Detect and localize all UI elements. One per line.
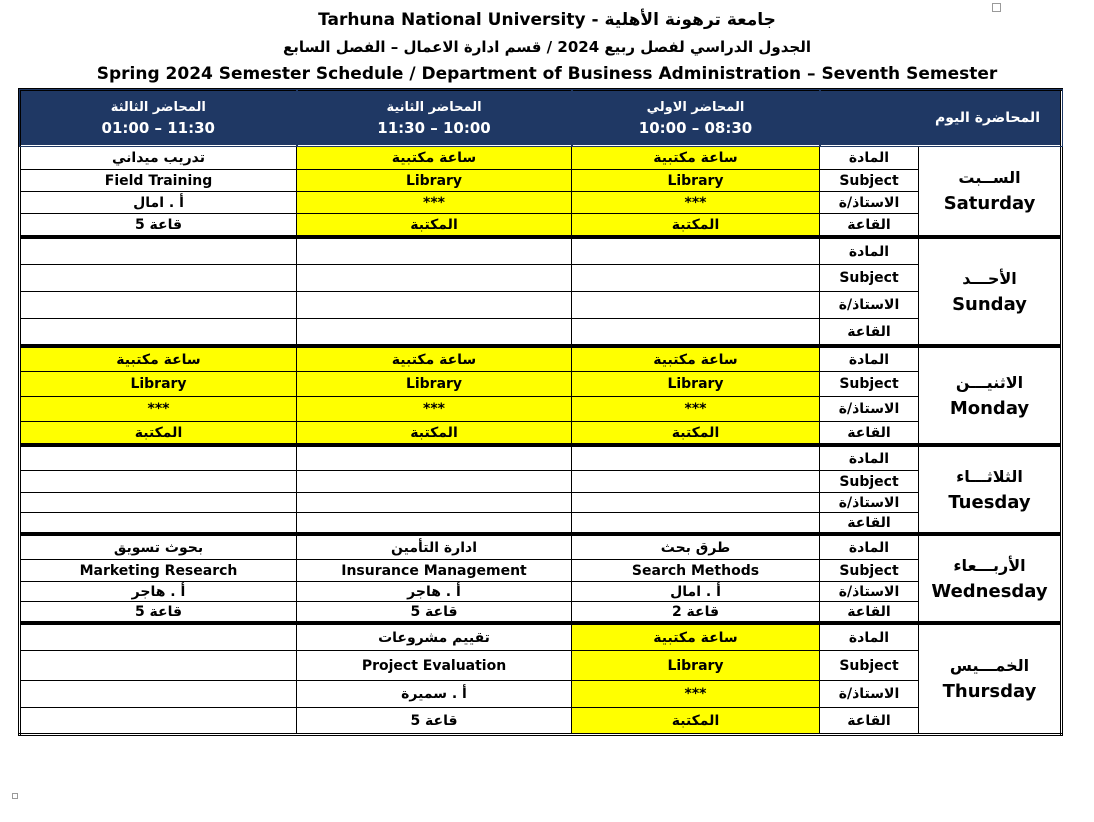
table-row <box>20 582 1062 602</box>
lecture-cell <box>20 319 297 345</box>
row-label: القاعة <box>820 214 919 236</box>
lecture-cell <box>297 292 572 319</box>
day-cell <box>919 146 1062 236</box>
day-name-arabic: الثلاثـــاء <box>956 466 1023 486</box>
lecture-cell: *** <box>572 397 820 422</box>
table-row <box>20 348 1062 372</box>
table-row <box>20 447 1062 471</box>
table-row <box>20 536 1062 560</box>
lecture-cell: Marketing Research <box>20 560 297 582</box>
row-label: الاستاذ/ة <box>820 493 919 513</box>
lecture-cell: Library <box>572 651 820 681</box>
lecture-cell: قاعة 2 <box>572 602 820 622</box>
lecture-cell: ساعة مكتبية <box>297 146 572 170</box>
table-row <box>20 681 1062 708</box>
table-row <box>20 372 1062 397</box>
lecture-cell <box>572 447 820 471</box>
lecture-cell: Field Training <box>20 170 297 192</box>
day-cell <box>919 447 1062 533</box>
lecture-cell: *** <box>297 397 572 422</box>
university-title: Tarhuna National University - جامعة ترهونة الأهلية <box>318 10 776 30</box>
lecture-cell: Library <box>297 170 572 192</box>
lecture-cell: Library <box>297 372 572 397</box>
table-row <box>20 170 1062 192</box>
lecture-cell: قاعة 5 <box>297 602 572 622</box>
column-title: المحاضر الاولي <box>646 99 745 115</box>
day-name-english: Tuesday <box>948 491 1031 513</box>
lecture-cell: طرق بحث <box>572 536 820 560</box>
row-label: المادة <box>820 146 919 170</box>
table-row <box>20 397 1062 422</box>
lecture-cell <box>20 625 297 651</box>
schedule-body <box>20 146 1062 735</box>
table-row <box>20 292 1062 319</box>
lecture-cell: Library <box>20 372 297 397</box>
row-label: Subject <box>820 372 919 397</box>
lecture-cell: *** <box>572 192 820 214</box>
row-label: القاعة <box>820 708 919 735</box>
day-cell <box>919 536 1062 622</box>
day-cell <box>919 348 1062 444</box>
row-label: Subject <box>820 265 919 292</box>
row-label: القاعة <box>820 513 919 533</box>
row-label: القاعة <box>820 422 919 444</box>
lecture-cell: المكتبة <box>20 422 297 444</box>
row-label: الاستاذ/ة <box>820 192 919 214</box>
day-name-arabic: الاثنيـــن <box>955 372 1024 392</box>
corner-handle <box>992 3 1001 12</box>
row-label: Subject <box>820 651 919 681</box>
lecture-cell <box>572 471 820 493</box>
lecture-cell <box>297 471 572 493</box>
day-name-english: Sunday <box>952 293 1027 315</box>
row-label: المادة <box>820 536 919 560</box>
row-label: المادة <box>820 348 919 372</box>
lecture-cell: ساعة مكتبية <box>572 625 820 651</box>
row-label: الاستاذ/ة <box>820 292 919 319</box>
lecture-cell: المكتبة <box>297 214 572 236</box>
lecture-cell <box>20 292 297 319</box>
lecture-cell: Search Methods <box>572 560 820 582</box>
row-label: القاعة <box>820 602 919 622</box>
day-name-english: Saturday <box>943 192 1036 214</box>
lecture-cell: قاعة 5 <box>20 602 297 622</box>
lecture-cell: المكتبة <box>572 214 820 236</box>
day-cell <box>919 239 1062 345</box>
lecture-cell: Insurance Management <box>297 560 572 582</box>
lecture-cell <box>297 513 572 533</box>
day-name-english: Thursday <box>942 681 1037 702</box>
row-label: Subject <box>820 471 919 493</box>
lecture-cell <box>572 292 820 319</box>
english-subtitle: Spring 2024 Semester Schedule / Department of Business Administration – Seventh Semester <box>96 64 998 84</box>
lecture-cell: أ . سميرة <box>297 681 572 708</box>
lecture-cell: تقييم مشروعات <box>297 625 572 651</box>
row-label: Subject <box>820 170 919 192</box>
row-label: المادة <box>820 447 919 471</box>
table-row <box>20 493 1062 513</box>
table-row <box>20 625 1062 651</box>
lecture-cell: Project Evaluation <box>297 651 572 681</box>
row-label: Subject <box>820 560 919 582</box>
table-row <box>20 146 1062 170</box>
day-name-arabic: الأحـــد <box>962 268 1017 288</box>
schedule-table <box>18 88 1063 736</box>
table-row <box>20 602 1062 622</box>
column-header-day: المحاضرة اليوم <box>820 90 1062 146</box>
lecture-cell <box>572 319 820 345</box>
arabic-subtitle: الجدول الدراسي لفصل ربيع 2024 / قسم ادارة الاعمال – الفصل السابع <box>282 38 811 56</box>
lecture-cell <box>297 239 572 265</box>
lecture-cell <box>20 708 297 735</box>
day-name-arabic: الســبت <box>958 167 1021 187</box>
lecture-cell: Library <box>572 372 820 397</box>
lecture-cell: المكتبة <box>297 422 572 444</box>
lecture-cell: أ . امال <box>572 582 820 602</box>
column-header-lecture-2 <box>297 90 572 146</box>
lecture-cell <box>572 239 820 265</box>
lecture-cell: المكتبة <box>572 422 820 444</box>
row-label: المادة <box>820 239 919 265</box>
lecture-cell <box>572 513 820 533</box>
lecture-cell: *** <box>297 192 572 214</box>
lecture-cell: ادارة التأمين <box>297 536 572 560</box>
day-name-english: Monday <box>949 397 1030 419</box>
table-row <box>20 513 1062 533</box>
lecture-cell: ساعة مكتبية <box>297 348 572 372</box>
row-label: الاستاذ/ة <box>820 681 919 708</box>
lecture-cell: *** <box>20 397 297 422</box>
lecture-cell: قاعة 5 <box>20 214 297 236</box>
table-row <box>20 708 1062 735</box>
lecture-cell <box>297 319 572 345</box>
table-row <box>20 319 1062 345</box>
column-time: 10:00 – 08:30 <box>638 118 753 137</box>
lecture-cell: المكتبة <box>572 708 820 735</box>
row-label: الاستاذ/ة <box>820 397 919 422</box>
day-cell <box>919 625 1062 735</box>
lecture-cell: ساعة مكتبية <box>572 348 820 372</box>
column-header-lecture-3 <box>20 90 297 146</box>
row-label: المادة <box>820 625 919 651</box>
column-header-lecture-1 <box>572 90 820 146</box>
lecture-cell: Library <box>572 170 820 192</box>
lecture-cell <box>297 493 572 513</box>
lecture-cell <box>297 265 572 292</box>
column-title: المحاضر الثالثة <box>110 99 206 115</box>
column-time: 01:00 – 11:30 <box>101 118 215 137</box>
lecture-cell <box>20 447 297 471</box>
lecture-cell <box>20 239 297 265</box>
column-title: المحاضر الثانية <box>386 99 482 115</box>
header-row <box>20 90 1062 146</box>
lecture-cell: بحوث تسويق <box>20 536 297 560</box>
table-row <box>20 214 1062 236</box>
lecture-cell: ساعة مكتبية <box>572 146 820 170</box>
table-row <box>20 471 1062 493</box>
day-name-arabic: الأربـــعاء <box>953 555 1026 575</box>
lecture-cell <box>20 513 297 533</box>
row-label: الاستاذ/ة <box>820 582 919 602</box>
column-time: 11:30 – 10:00 <box>377 118 491 137</box>
lecture-cell: تدريب ميداني <box>20 146 297 170</box>
table-row <box>20 265 1062 292</box>
table-corner-handle <box>12 793 18 799</box>
lecture-cell: قاعة 5 <box>297 708 572 735</box>
lecture-cell <box>20 471 297 493</box>
table-row <box>20 239 1062 265</box>
lecture-cell <box>297 447 572 471</box>
lecture-cell: ساعة مكتبية <box>20 348 297 372</box>
day-name-english: Wednesday <box>931 580 1048 602</box>
lecture-cell <box>572 493 820 513</box>
lecture-cell: أ . امال <box>20 192 297 214</box>
lecture-cell <box>20 493 297 513</box>
lecture-cell <box>20 651 297 681</box>
lecture-cell: أ . هاجر <box>297 582 572 602</box>
lecture-cell: أ . هاجر <box>20 582 297 602</box>
table-row <box>20 560 1062 582</box>
lecture-cell <box>20 265 297 292</box>
lecture-cell <box>572 265 820 292</box>
table-row <box>20 192 1062 214</box>
row-label: القاعة <box>820 319 919 345</box>
table-row <box>20 651 1062 681</box>
table-row <box>20 422 1062 444</box>
day-name-arabic: الخمـــيس <box>949 656 1030 675</box>
lecture-cell <box>20 681 297 708</box>
lecture-cell: *** <box>572 681 820 708</box>
